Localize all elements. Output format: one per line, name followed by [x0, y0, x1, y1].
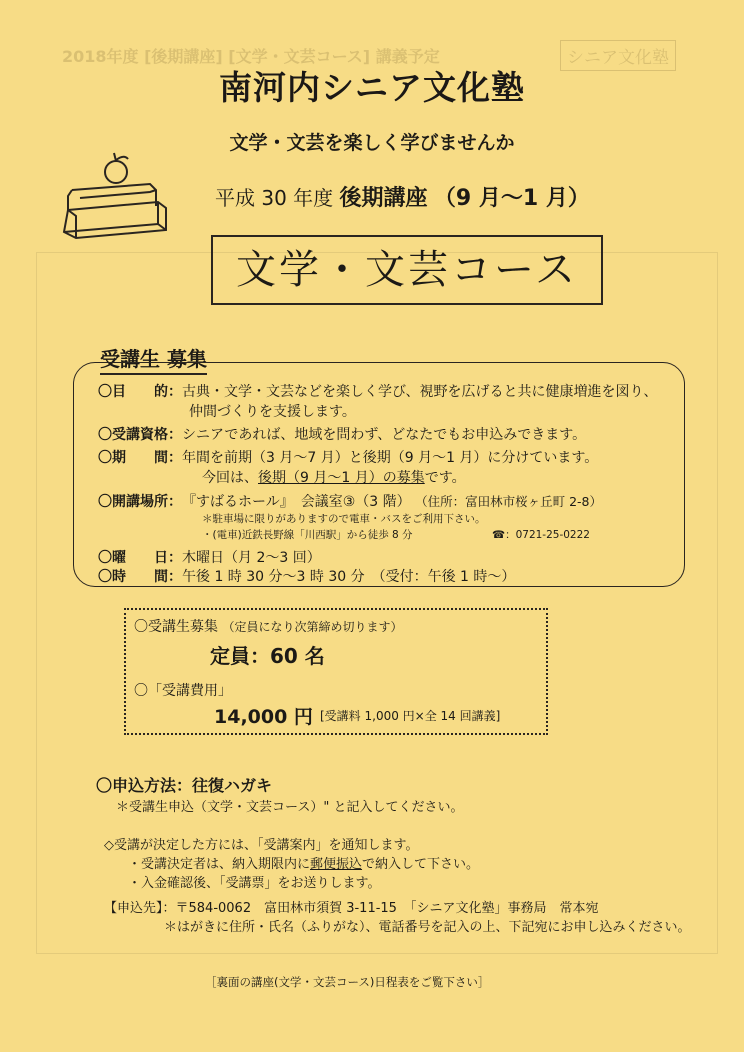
period-text-2 [202, 467, 466, 487]
time-text: 午後 1 時 30 分〜3 時 30 分 （受付：午後 1 時〜） [182, 569, 516, 585]
day-row [98, 547, 321, 567]
fee-label: 〇「受講費用」 [134, 683, 232, 699]
apply-decided-note-1 [128, 853, 479, 872]
period-label: 〇期 間： [98, 450, 182, 466]
reverse-bleed-badge: シニア文化塾 [560, 40, 676, 71]
purpose-text-2: 仲間づくりを支援します。 [189, 404, 356, 420]
apply-decided: ◇受講が決定した方には、「受講案内」を通知します。 [104, 838, 419, 853]
fee-value: 14,000 円 [214, 706, 313, 728]
apply-address-note: ＊はがきに住所・氏名（ふりがな）、電話番号を記入の上、下記宛にお申し込みください。 [164, 920, 691, 935]
period-current-suffix: です。 [424, 470, 466, 486]
term-line [215, 181, 590, 212]
footer-note: ［裏面の講座(文学・文芸コース)日程表をご覧下さい］ [205, 975, 490, 989]
course-name-box: 文学・文芸コース [211, 235, 603, 305]
day-text: 木曜日（月 2〜3 回） [182, 550, 321, 566]
info-box [73, 362, 685, 587]
qualification-label: 〇受講資格： [98, 427, 182, 443]
payment-note-suffix: で納入して下さい。 [362, 857, 480, 872]
term-label: 後期講座 [339, 186, 428, 211]
qualification-row [98, 424, 586, 444]
venue-tel: ☎：0721-25-0222 [492, 529, 590, 541]
time-label: 〇時 間： [98, 569, 182, 585]
venue-note-parking: ＊駐車場に限りがありますので電車・バスをご利用下さい。 [202, 513, 486, 525]
period-current-prefix: 今回は、 [202, 470, 258, 486]
subtitle: 文学・文芸を楽しく学びませんか [229, 132, 515, 154]
fee-note: [受講料 1,000 円×全 14 回講義] [320, 709, 501, 723]
venue-note-train: ・(電車)近鉄長野線「川西駅」から徒歩 8 分 [202, 529, 413, 541]
venue-row [98, 491, 602, 511]
term-year: 平成 30 年度 [215, 186, 334, 210]
payment-note-prefix: ・受講決定者は、納入期限内に [128, 857, 311, 872]
period-row [98, 447, 598, 467]
period-text: 年間を前期（3 月〜7 月）と後期（9 月〜1 月）に分けています。 [182, 450, 599, 466]
payment-method: 郵便振込 [310, 857, 363, 872]
purpose-label: 〇目 的： [98, 384, 182, 400]
reverse-bleed-header: 2018年度 [後期講座] [文学・文芸コース] 講義予定 [62, 47, 440, 66]
capacity-heading [134, 616, 402, 636]
apply-address: 【申込先】：〒584-0062 富田林市須賀 3-11-15 「シニア文化塾」事務局 常本宛 [104, 901, 599, 916]
capacity-value: 定員：60 名 [210, 644, 325, 668]
recruit-heading: 受講生 募集 [100, 343, 207, 372]
time-row [98, 566, 515, 586]
apply-decided-note-2: ・入金確認後、「受講票」をお送りします。 [128, 876, 381, 891]
venue-address: （住所：富田林市桜ヶ丘町 2-8） [415, 494, 602, 509]
apply-method: 〇申込方法：往復ハガキ [96, 776, 273, 795]
venue-label: 〇開講場所： [98, 494, 182, 510]
purpose-row [98, 381, 657, 401]
page-title: 南河内シニア文化塾 [219, 68, 525, 107]
term-months: （9 月〜1 月） [433, 186, 590, 211]
day-label: 〇曜 日： [98, 550, 182, 566]
apply-method-note: ＊受講生申込（文学・文芸コース）" と記入してください。 [116, 800, 464, 815]
books-apple-illustration [58, 150, 173, 245]
capacity-box [124, 608, 548, 735]
purpose-text: 古典・文学・文芸などを楽しく学び、視野を広げると共に健康増進を図り、 [182, 384, 658, 400]
period-current-highlight: 後期（9 月〜1 月）の募集 [258, 470, 425, 486]
capacity-label: 〇受講生募集 [134, 619, 218, 635]
venue-name: 『すばるホール』 会議室③（3 階） [182, 494, 411, 510]
qualification-text: シニアであれば、地域を問わず、どなたでもお申込みできます。 [182, 427, 587, 443]
capacity-note: （定員になり次第締め切ります） [222, 620, 403, 634]
